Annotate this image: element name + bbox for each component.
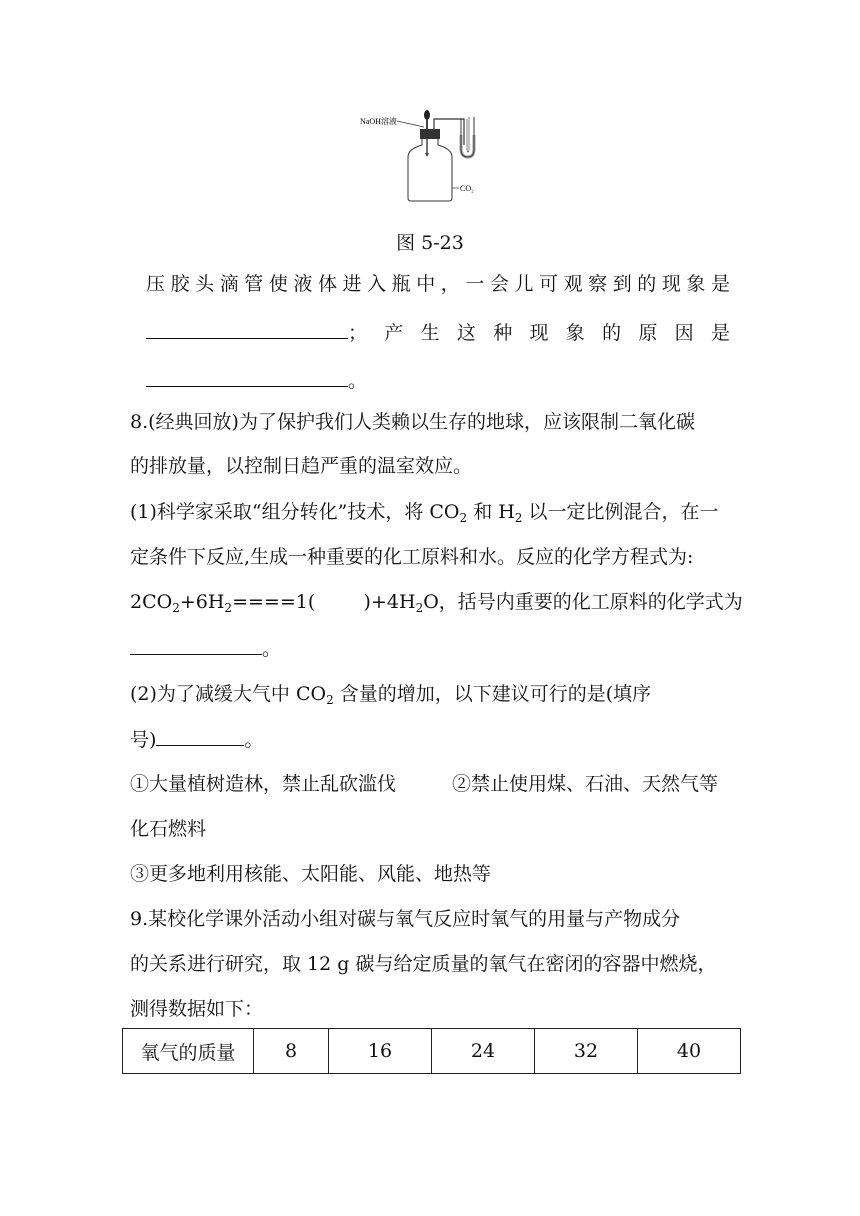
answer-blank-formula[interactable]: [130, 634, 262, 655]
answer-blank-reason[interactable]: [146, 366, 348, 387]
q9-line-2: 的关系进行研究，取 12 g 碳与给定质量的氧气在密闭的容器中燃烧，: [130, 953, 717, 975]
table-cell: 8: [254, 1029, 329, 1074]
apparatus-figure: [360, 105, 500, 205]
table-cell: 16: [329, 1029, 432, 1074]
table-cell: 32: [535, 1029, 638, 1074]
q8-intro-line-1: 8.(经典回放)为了保护我们人类赖以生存的地球，应该限制二氧化碳: [130, 411, 695, 433]
table-row: [123, 1029, 741, 1074]
answer-blank-options[interactable]: [156, 725, 244, 746]
q7-line-2: ；产生这种现象的原因是: [146, 318, 730, 347]
q8-part1-line-1: (1)科学家采取“组分转化”技术，将 $CO_2$ 和 $H_2$ 以一定比例混合，在一: [130, 501, 719, 525]
q8-part2-line-2: 号) 。: [130, 725, 263, 754]
co2-label: CO₂: [460, 184, 474, 193]
q8-part2-line-1: (2)为了减缓大气中 $CO_2$ 含量的增加，以下建议可行的是(填序: [130, 683, 652, 707]
q8-intro-line-2: 的排放量，以控制日趋严重的温室效应。: [130, 455, 473, 477]
q8-equation-line: $2CO_2+6H_2====1$( )$+4H_2O$，括号内重要的化工原料的化学式为: [130, 591, 743, 615]
table-cell: 40: [638, 1029, 741, 1074]
q8-option-1: ①大量植树造林，禁止乱砍滥伐: [130, 773, 397, 795]
q9-line-1: 9.某校化学课外活动小组对碳与氧气反应时氧气的用量与产物成分: [130, 908, 681, 930]
q8-option-2: ②禁止使用煤、石油、天然气等: [452, 773, 719, 795]
q9-line-3: 测得数据如下：: [130, 998, 264, 1020]
figure-caption: 图 5-23: [396, 232, 464, 254]
table-header-cell: 氧气的质量: [123, 1029, 254, 1074]
q8-part1-line-2: 定条件下反应,生成一种重要的化工原料和水。反应的化学方程式为:: [130, 546, 694, 568]
q8-option-2-continued: 化石燃料: [130, 818, 207, 840]
q7-line-1: 压胶头滴管使液体进入瓶中，一会儿可观察到的现象是: [146, 273, 730, 295]
q8-part1-answer-line: 。: [130, 634, 281, 663]
naoh-label: NaOH溶液: [360, 117, 397, 126]
q7-line-3: 。: [146, 366, 367, 395]
oxygen-mass-table: [122, 1028, 741, 1074]
answer-blank-phenomenon[interactable]: [146, 318, 348, 339]
q8-option-3: ③更多地利用核能、太阳能、风能、地热等: [130, 863, 492, 885]
table-cell: 24: [432, 1029, 535, 1074]
